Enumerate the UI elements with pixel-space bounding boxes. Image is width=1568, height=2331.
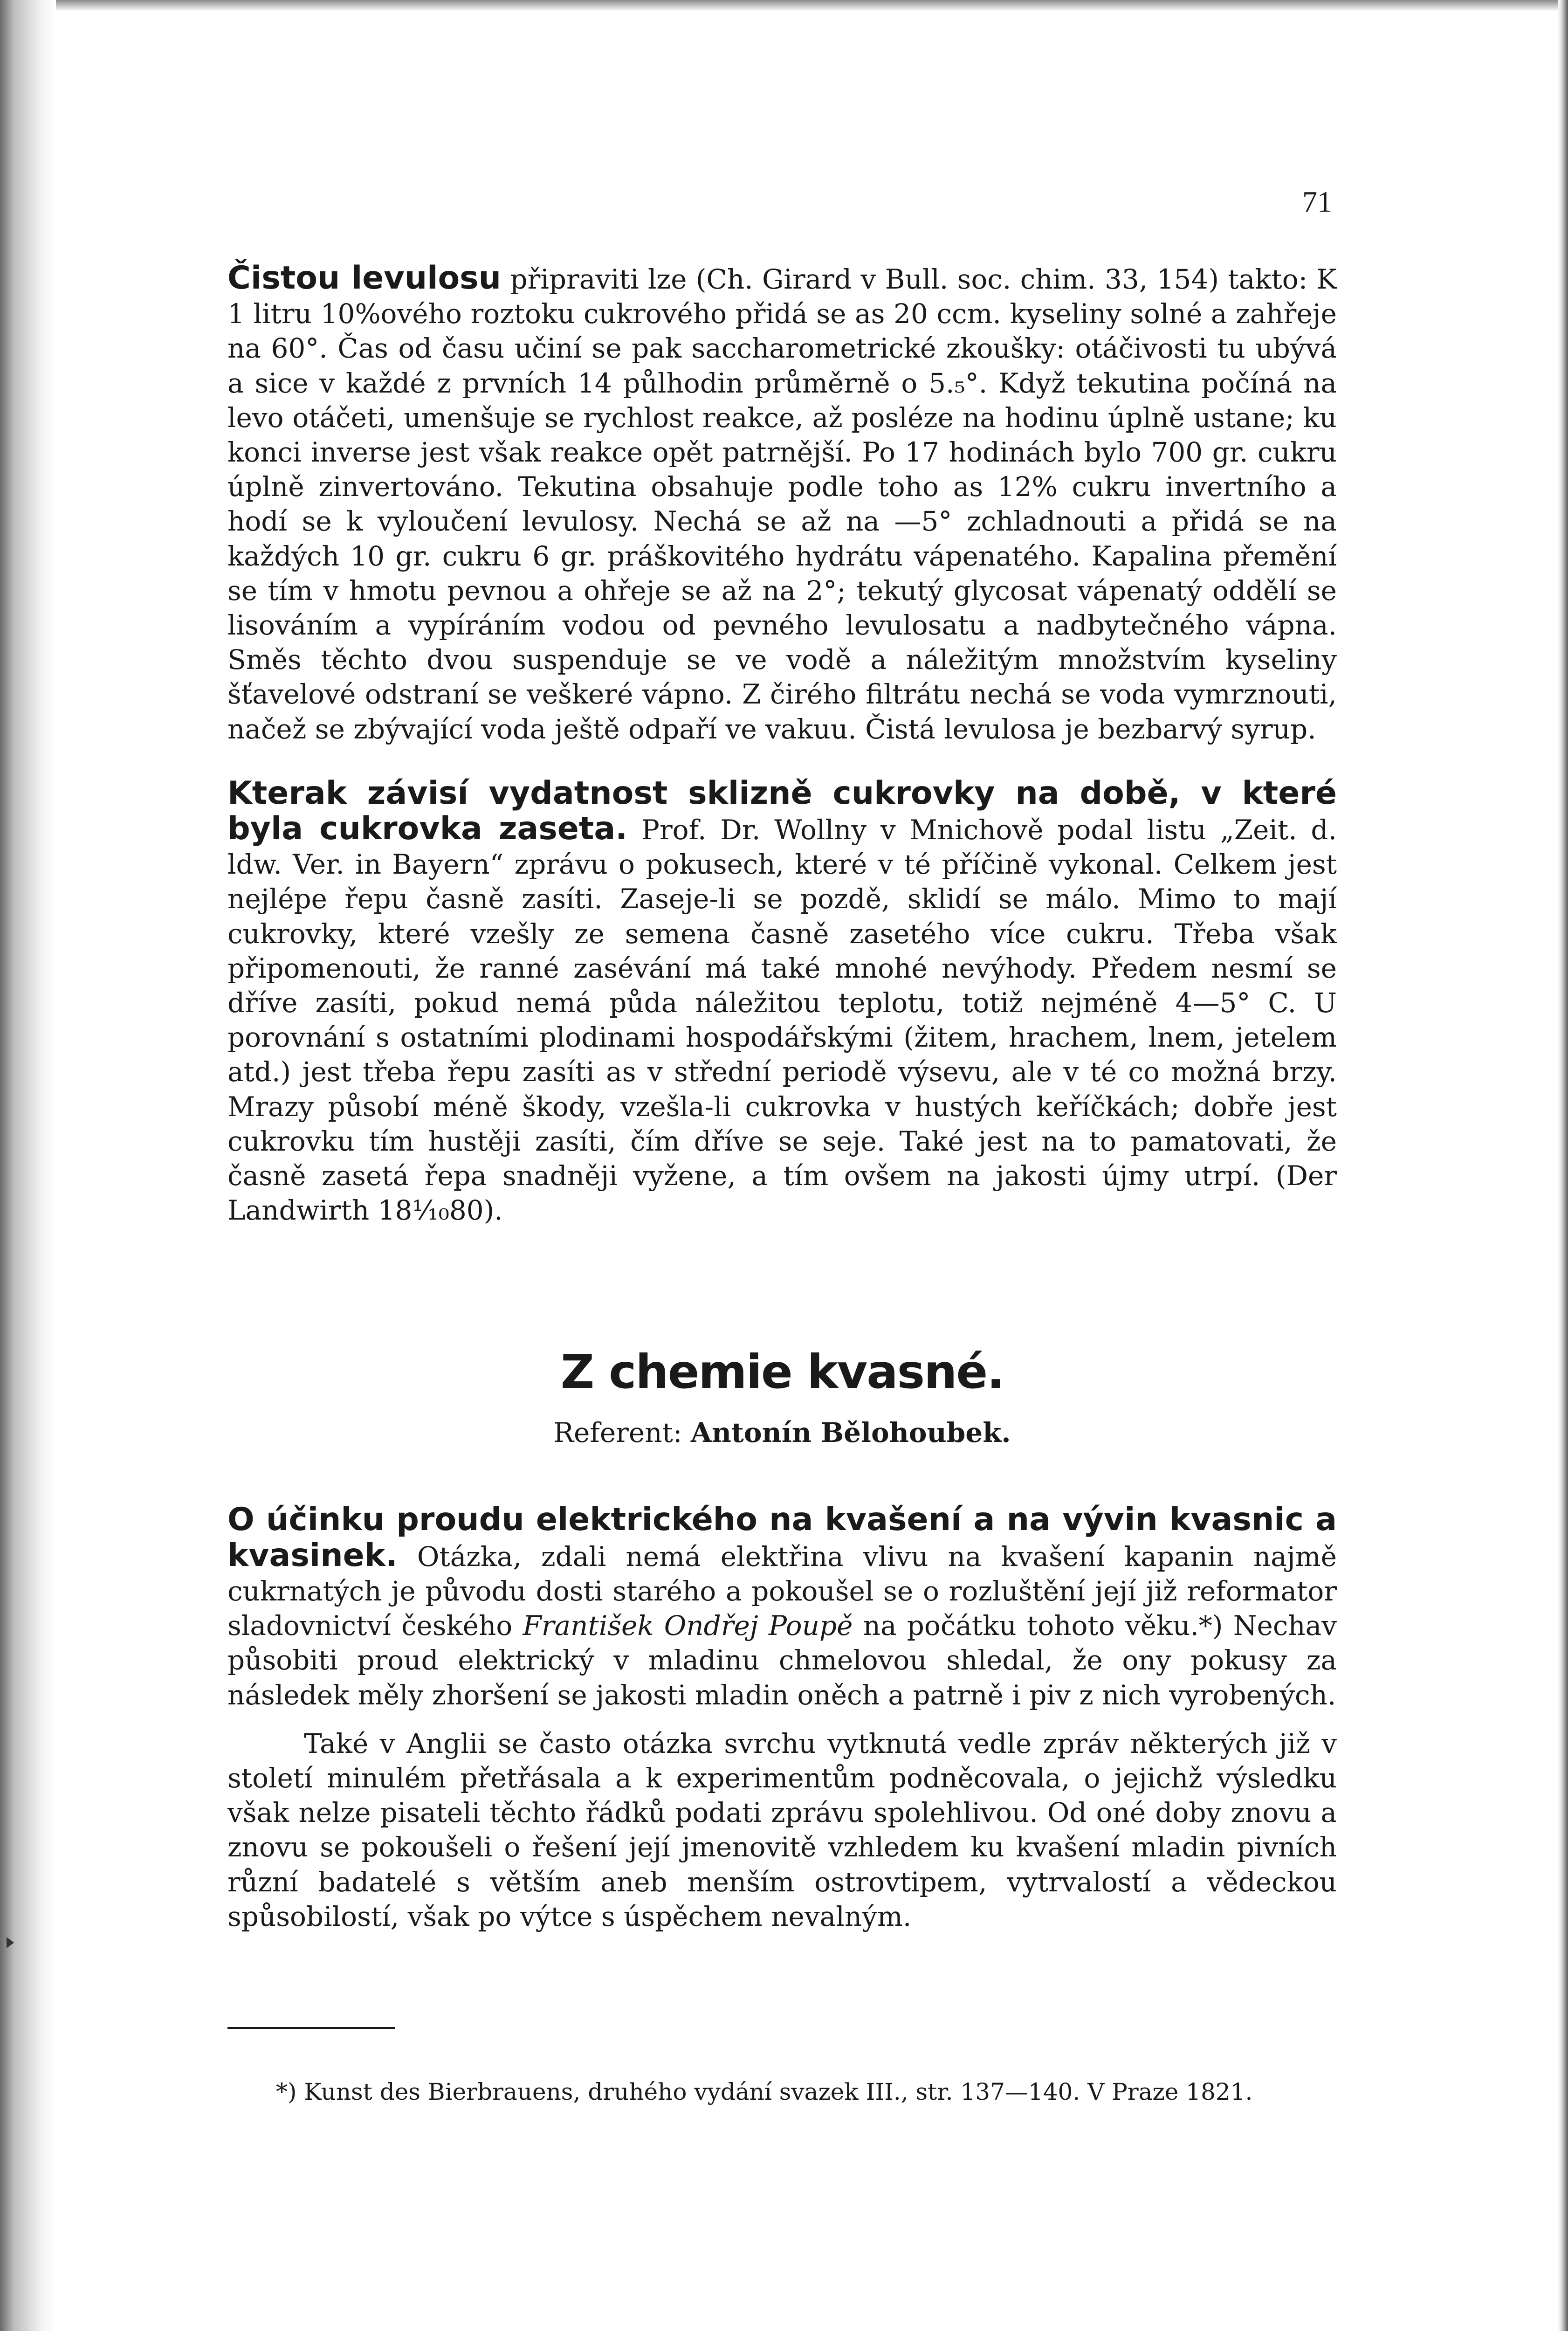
article-electric-current-text-2: na počátku tohoto věku.*) Nechav působiti proud elektrický v mladinu chmelovou shledal, že ony pokusy za následek měly zhoršení se jakosti mladin oněch a patrně i piv z nich vyrobených. bbox=[227, 1610, 1337, 1711]
article-levulosa-heading: Čistou levulosu bbox=[227, 260, 502, 297]
article-electric-current-text-1: Otázka, zdali nemá elektřina vlivu na kvašení kapanin najmě cukrnatých je původu dosti starého a pokoušel se o rozluštění její již reformator sladovnictví českého bbox=[227, 1540, 1337, 1642]
footnote-rule bbox=[227, 2027, 395, 2029]
article-levulosa-text: připraviti lze (Ch. Girard v Bull. soc. chim. 33, 154) takto: K 1 litru 10%ového roztoku cukrového přidá se as 20 ccm. kyseliny solné a zahřeje na 60°. Čas od času učiní se pak saccharometrické zkoušky: otáčivosti tu ubývá a sice v každé z prvních 14 půlhodin průměrně o 5.₅°. Když tekutina počíná na levo otáčeti, umenšuje se rychlost reakce, až posléze na hodinu úplně ustane; ku konci inverse jest však reakce opět patrnější. Po 17 hodinách bylo 700 gr. cukru úplně zinvertováno. Tekutina obsahuje podle toho as 12% cukru invertního a hodí se k vyloučení levulosy. Nechá se až na —5° zchladnouti a přidá se na každých 10 gr. cukru 6 gr. práškovitého hydrátu vápenatého. Kapalina přemění se tím v hmotu pevnou a ohřeje se až na 2°; tekutý glycosat vápenatý oddělí se lisováním a vypíráním vodou od pevného levulosatu a nadbytečného vápna. Směs těchto dvou suspenduje se ve vodě a náležitým množstvím kyseliny šťavelové odstraní se veškeré vápno. Z čirého filtrátu nechá se voda vymrznouti, načež se zbývající voda ještě odpaří ve vakuu. Čistá levulosa je bezbarvý syrup. bbox=[227, 263, 1337, 745]
footnote: *) Kunst des Bierbrauens, druhého vydání svazek III., str. 137—140. V Praze 1821. bbox=[276, 2078, 1253, 2105]
article-electric-current-heading: O účinku proudu elektrického na kvašení a na vývin kvasnic a kvasinek. bbox=[227, 1501, 1337, 1574]
article-sugar-beet bbox=[227, 776, 1337, 1228]
referent-label: Referent: bbox=[553, 1417, 682, 1449]
scan-edge-right bbox=[1558, 0, 1568, 2331]
page-number: 71 bbox=[1302, 185, 1332, 218]
referent-name: Antonín Bělohoubek. bbox=[690, 1417, 1011, 1449]
article-electric-current-paragraph-2: Také v Anglii se často otázka svrchu vytknutá vedle zpráv některých již v století minulém přetřásala a k experimentům podněcovala, o jejichž výsledku však nelze pisateli těchto řádků podati zprávu spolehlivou. Od oné doby znovu a znovu se pokoušeli o řešení její jmenovitě vzhledem ku kvašení mladin pivních různí badatelé s větším aneb menším ostrovtipem, vytrvalostí a vědeckou spůsobilostí, však po výtce s úspěchem nevalným. bbox=[227, 1727, 1337, 1932]
article-sugar-beet-heading: Kterak závisí vydatnost sklizně cukrovky na době, v které byla cukrovka zaseta. bbox=[227, 774, 1337, 848]
page-body bbox=[227, 261, 1337, 2108]
scan-edge-left bbox=[0, 0, 56, 2331]
article-electric-current bbox=[227, 1503, 1337, 1712]
referent-line bbox=[227, 1414, 1337, 1451]
scan-edge-top bbox=[0, 0, 1568, 11]
margin-mark bbox=[7, 1937, 14, 1948]
article-sugar-beet-text: Prof. Dr. Wollny v Mnichově podal listu „Zeit. d. ldw. Ver. in Bayern“ zprávu o pokusech, které v té příčině vykonal. Celkem jest nejlépe řepu časně zasíti. Zaseje-li se pozdě, sklidí se málo. Mimo to mají cukrovky, které vzešly ze semena časně zasetého více cukru. Třeba však připomenouti, že ranné zasévání má také mnohé nevýhody. Předem nesmí se dříve zasíti, pokud nemá půda náležitou teplotu, totiž nejméně 4—5° C. U porovnání s ostatními plodinami hospodářskými (žitem, hrachem, lnem, jetelem atd.) jest třeba řepu zasíti as v střední periodě výsevu, ale v té co možná brzy. Mrazy působí méně škody, vzešla-li cukrovka v hustých keříčkách; dobře jest cukrovku tím hustěji zasíti, čím dříve se seje. Také jest na to pamatovati, že časně zasetá řepa snadněji vyžene, a tím ovšem na jakosti újmy utrpí. (Der Landwirth 18¹⁄₁₀80). bbox=[227, 814, 1337, 1227]
article-electric-current-person: František Ondřej Poupě bbox=[523, 1610, 853, 1642]
section-title: Z chemie kvasné. bbox=[560, 1345, 1004, 1400]
article-levulosa bbox=[227, 261, 1337, 746]
